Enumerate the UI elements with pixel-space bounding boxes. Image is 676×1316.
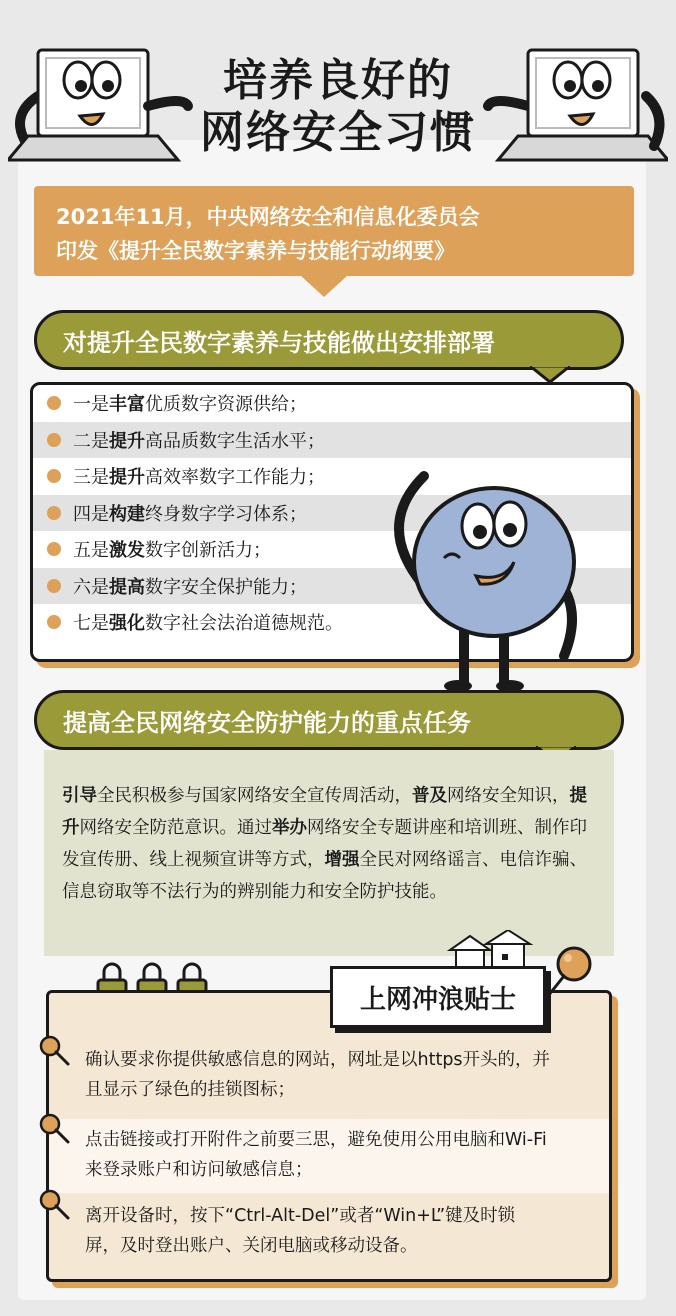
intro-banner (34, 186, 634, 276)
bullet-icon (47, 469, 61, 483)
header (0, 0, 676, 160)
bullet-icon (47, 433, 61, 447)
intro-line1: 2021年11月，中央网络安全和信息化委员会 (56, 205, 480, 229)
pin-icon (38, 1112, 72, 1146)
list-item: 三是 提升 高效率数字工作能力； (33, 458, 631, 495)
section2-heading-text: 提高全民网络安全防护能力的重点任务 (63, 708, 471, 737)
list-item: 五是 激发 数字创新活力； (33, 531, 631, 568)
intro-line2: 印发《提升全民数字素养与技能行动纲要》 (56, 239, 455, 263)
page-title-line2: 网络安全习惯 (200, 107, 476, 158)
list-item: 四是 构建 终身数字学习体系； (33, 495, 631, 532)
section2-heading (34, 690, 624, 750)
intro-pointer (300, 275, 348, 297)
tips-label-text: 上网冲浪贴士 (359, 984, 516, 1015)
list-item: 七是 强化 数字社会法治道德规范。 (33, 604, 631, 641)
section1-heading-text: 对提升全民数字素养与技能做出安排部署 (63, 328, 495, 357)
page-title-line1: 培养良好的 (223, 55, 453, 106)
list-item: 六是 提高 数字安全保护能力； (33, 568, 631, 605)
tip-item: 离开设备时，按下“Ctrl-Alt-Del”或者“Win+L”键及时锁 屏，及时登出账户、关闭电脑或移动设备。 (85, 1206, 516, 1256)
bullet-icon (47, 615, 61, 629)
bullet-icon (47, 506, 61, 520)
ball-mascot-icon (384, 466, 604, 696)
section1-heading (34, 310, 624, 370)
tips-label (330, 966, 546, 1028)
pushpin-icon (540, 944, 600, 1000)
list-item: 二是 提升 高品质数字生活水平； (33, 422, 631, 459)
bullet-icon (47, 579, 61, 593)
pin-icon (38, 1034, 72, 1068)
houses-icon (446, 930, 536, 970)
bullet-icon (47, 396, 61, 410)
list-item: 一是 丰富 优质数字资源供给； (33, 385, 631, 422)
tip-item: 点击链接或打开附件之前要三思，避免使用公用电脑和Wi-Fi 来登录账户和访问敏感信息； (49, 1119, 609, 1193)
pin-icon (38, 1188, 72, 1222)
bullet-icon (47, 542, 61, 556)
task-paragraph: 引导全民积极参与国家网络安全宣传周活动，普及网络安全知识，提升网络安全防范意识。通过举办网络安全专题讲座和培训班、制作印发宣传册、线上视频宣讲等方式，增强全民对网络谣言、电信诈骗、信息窃取等不法行为的辨别能力和安全防护技能。 (44, 750, 614, 956)
tip-item: 确认要求你提供敏感信息的网站，网址是以https开头的，并 且显示了绿色的挂锁图标； (85, 1050, 551, 1100)
tips-box (46, 990, 612, 1282)
